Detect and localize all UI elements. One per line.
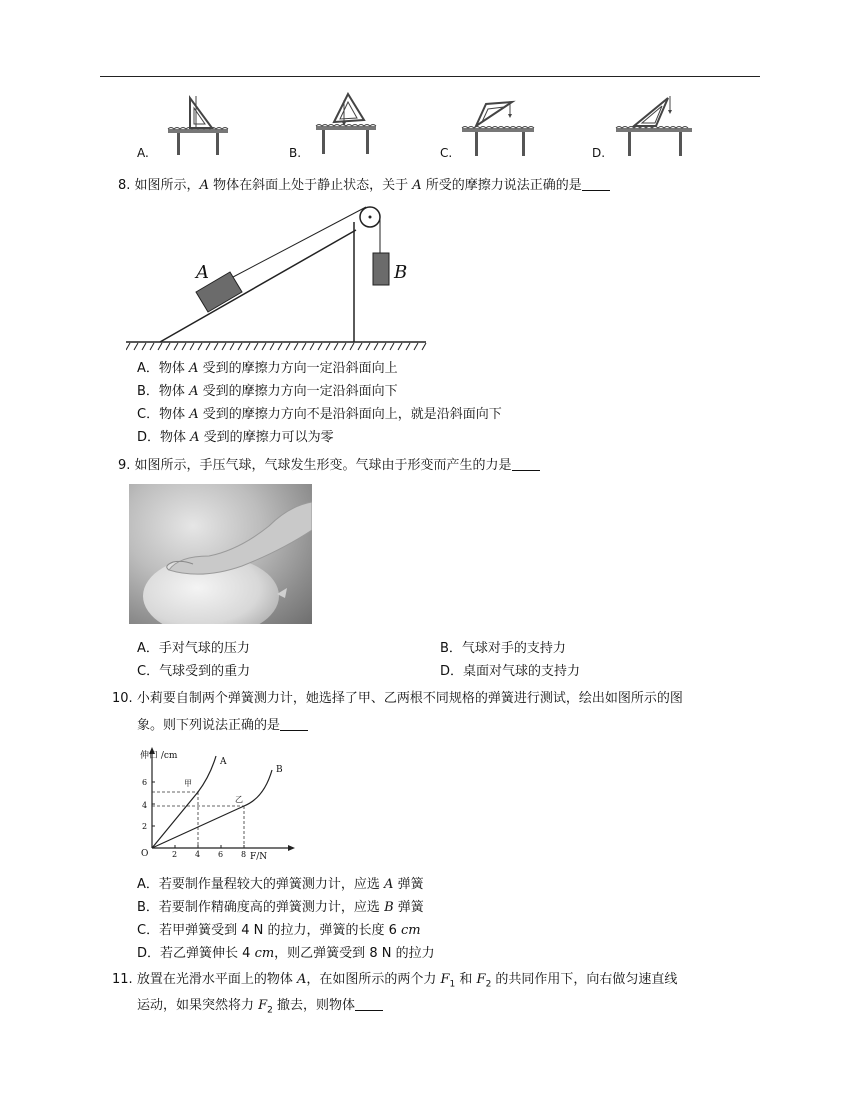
q11-question-line1: 11. 放置在光滑水平面上的物体 A，在如图所示的两个力 $F_1$ 和 $F_2$ 的共同作用下，向右做匀速直线 bbox=[112, 972, 678, 990]
q10-option-a[interactable]: A．若要制作量程较大的弹簧测力计，应选 A 弹簧 bbox=[137, 877, 424, 892]
q8-label-a: A bbox=[196, 262, 209, 283]
q10-graph-curve-b-label: B bbox=[276, 765, 283, 775]
q10-graph-yi-label: 乙 bbox=[235, 795, 243, 804]
q8-option-c[interactable]: C．物体 A 受到的摩擦力方向不是沿斜面向上，就是沿斜面向下 bbox=[137, 407, 502, 422]
q7-option-d-label: D. bbox=[592, 146, 606, 160]
q7-option-b-label: B. bbox=[289, 146, 302, 160]
q9-option-a[interactable]: A．手对气球的压力 bbox=[137, 641, 250, 656]
q7-figure-b bbox=[316, 94, 376, 154]
q10-graph-xtick: 6 bbox=[218, 850, 224, 859]
q8-stem-var-1: A bbox=[199, 178, 209, 193]
q11-question-line2: 运动，如果突然将力 $F_2$ 撤去，则物体 bbox=[137, 996, 383, 1020]
q10-answer-blank[interactable] bbox=[280, 716, 308, 731]
q9-balloon-hand-illustration bbox=[129, 484, 312, 624]
q8-option-b[interactable]: B．物体 A 受到的摩擦力方向一定沿斜面向下 bbox=[137, 384, 398, 399]
q9-number: 9. bbox=[118, 458, 131, 473]
q10-graph-xtick: 4 bbox=[195, 850, 201, 859]
q8-stem-1: 如图所示， bbox=[134, 178, 200, 193]
q10-question-line2 bbox=[137, 716, 308, 735]
q9-option-c[interactable]: C．气球受到的重力 bbox=[137, 664, 251, 679]
q8-incline-figure bbox=[126, 200, 436, 355]
q10-graph-origin: O bbox=[141, 849, 149, 859]
q10-option-d[interactable]: D．若乙弹簧伸长 4 cm，则乙弹簧受到 8 N 的拉力 bbox=[137, 946, 435, 961]
q10-graph-curve-a-label: A bbox=[220, 757, 227, 767]
header-rule bbox=[100, 76, 760, 77]
q10-graph-xtick: 2 bbox=[172, 850, 178, 859]
q9-option-b[interactable]: B．气球对手的支持力 bbox=[440, 641, 566, 656]
q7-figure-d bbox=[616, 96, 692, 156]
q10-graph-ytick: 6 bbox=[142, 778, 148, 787]
q7-option-figures bbox=[130, 92, 710, 158]
q11-number: 11. bbox=[112, 972, 133, 987]
q8-stem-3: 所受的摩擦力说法正确的是 bbox=[421, 178, 582, 193]
q10-graph-ylabel: 伸口 /cm bbox=[140, 751, 178, 761]
q7-option-a-label: A. bbox=[137, 146, 149, 160]
q9-option-d[interactable]: D．桌面对气球的支持力 bbox=[440, 664, 581, 679]
q8-option-d[interactable]: D．物体 A 受到的摩擦力可以为零 bbox=[137, 430, 334, 445]
q8-number: 8. bbox=[118, 178, 131, 193]
q10-graph-jia-label: 甲 bbox=[184, 779, 192, 788]
q10-option-b[interactable]: B．若要制作精确度高的弹簧测力计，应选 B 弹簧 bbox=[137, 900, 424, 915]
q10-spring-graph bbox=[138, 744, 298, 862]
q10-question-line1 bbox=[112, 690, 683, 708]
q10-graph-xlabel: F/N bbox=[250, 852, 268, 862]
q8-option-a[interactable]: A．物体 A 受到的摩擦力方向一定沿斜面向上 bbox=[137, 361, 398, 376]
q9-question bbox=[118, 456, 540, 475]
q10-graph-xtick: 8 bbox=[241, 850, 247, 859]
q10-option-c[interactable]: C．若甲弹簧受到 4 N 的拉力，弹簧的长度 6 cm bbox=[137, 923, 421, 938]
q10-stem-line1: 小莉要自制两个弹簧测力计，她选择了甲、乙两根不同规格的弹簧进行测试，绘出如图所示的图 bbox=[136, 691, 683, 706]
q11-answer-blank[interactable] bbox=[355, 996, 383, 1011]
q10-graph-ytick: 2 bbox=[142, 822, 148, 831]
q10-stem-line2: 象。则下列说法正确的是 bbox=[137, 718, 281, 733]
q8-stem-var-2: A bbox=[412, 178, 422, 193]
q10-number: 10. bbox=[112, 691, 133, 706]
q9-stem: 如图所示，手压气球，气球发生形变。气球由于形变而产生的力是 bbox=[134, 458, 512, 473]
q8-answer-blank[interactable] bbox=[582, 176, 610, 191]
q9-balloon-photo bbox=[129, 484, 312, 624]
q9-answer-blank[interactable] bbox=[512, 456, 540, 471]
q7-figure-c bbox=[462, 102, 534, 156]
q8-question bbox=[118, 176, 610, 195]
q8-label-b: B bbox=[394, 262, 408, 283]
q8-stem-2: 物体在斜面上处于静止状态，关于 bbox=[208, 178, 413, 193]
q7-figure-a bbox=[168, 96, 228, 155]
q7-option-c-label: C. bbox=[440, 146, 453, 160]
q10-graph-ytick: 4 bbox=[142, 801, 148, 810]
